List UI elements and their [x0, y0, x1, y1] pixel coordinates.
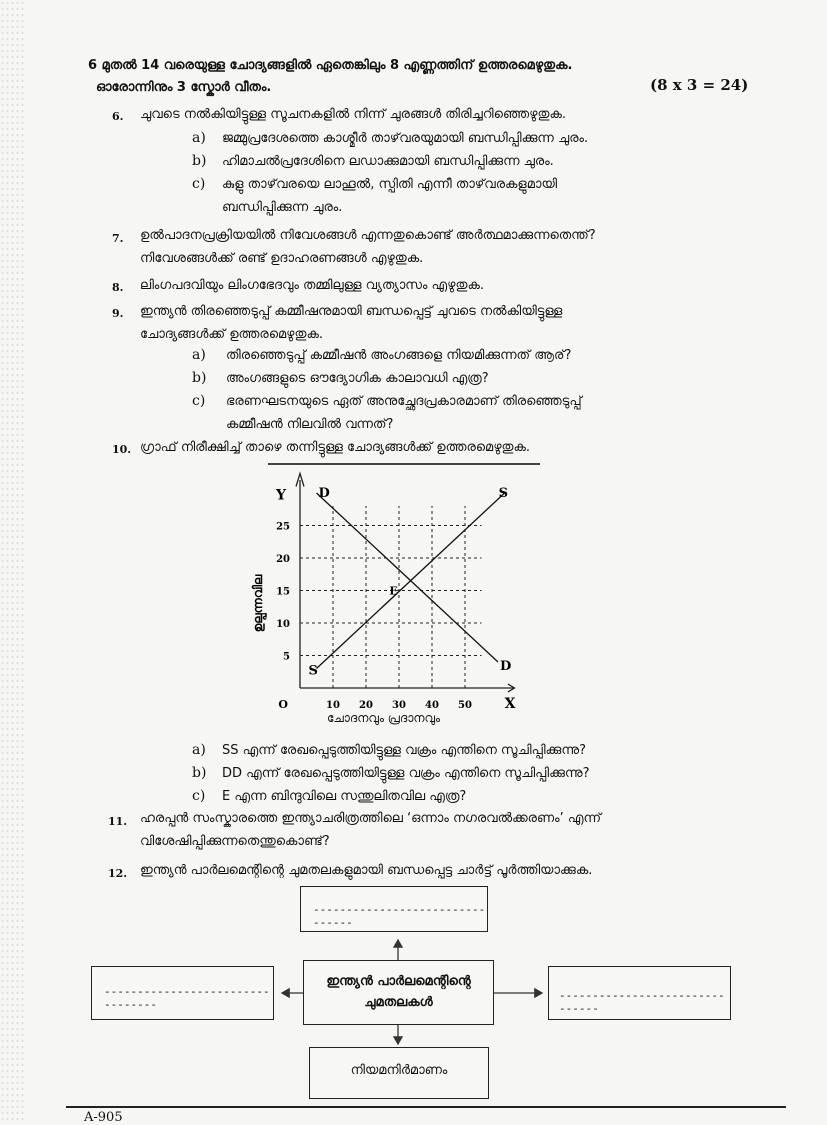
question-number: 7. [112, 232, 124, 245]
sub-question-label: a) [192, 742, 206, 758]
x-axis-letter: X [504, 696, 516, 712]
flowchart-center-title: ഇന്ത്യൻ പാർലമെന്റിന്റെ ചുമതലകൾ [326, 974, 471, 1010]
flowchart-blank-box-left[interactable] [91, 966, 274, 1020]
sub-question-text: DD എന്ന് രേഖപ്പെടുത്തിയിട്ടുള്ള വക്രം എന്തിനെ സൂചിപ്പിക്കുന്നു? [222, 766, 590, 781]
y-tick-label: 25 [276, 521, 290, 533]
question-text: ഗ്രാഫ് നിരീക്ഷിച്ച് താഴെ തന്നിട്ടുള്ള ചോദ്യങ്ങൾക്ക് ഉത്തരമെഴുതുക. [140, 440, 531, 455]
sub-question-label: c) [192, 788, 206, 804]
blank-line: --------------------------------- [104, 985, 270, 1011]
x-tick-label: 20 [359, 700, 373, 711]
question-text: ചുവടെ നൽകിയിട്ടുള്ള സൂചനകളിൽ നിന്ന് ചുരങ്ങൾ തിരിച്ചറിഞ്ഞെഴുതുക. [140, 107, 566, 122]
instruction-line-1: 6 മുതൽ 14 വരെയുള്ള ചോദ്യങ്ങളിൽ ഏതെങ്കിലും 8 എണ്ണത്തിന് ഉത്തരമെഴുതുക. [88, 58, 573, 73]
question-number: 10. [112, 443, 132, 456]
y-tick-label: 5 [283, 651, 290, 663]
blank-line: -------------------------------- [313, 903, 486, 929]
sub-question-label: b) [192, 765, 207, 781]
y-axis-letter: Y [276, 487, 286, 504]
blank-line: ------------------------------- [559, 989, 725, 1015]
question-text: ഇന്ത്യൻ പാർലമെന്റിന്റെ ചുമതലകളുമായി ബന്ധപ്പെട്ട ചാർട്ട് പൂർത്തിയാക്കുക. [140, 863, 593, 878]
sub-question-text: E എന്ന ബിന്ദുവിലെ സന്തുലിതവില എത്ര? [222, 789, 467, 804]
question-number: 12. [108, 867, 128, 880]
x-tick-label: 30 [392, 700, 406, 711]
question-number: 9. [112, 307, 124, 320]
question-text: ഉൽപാദനപ്രക്രിയയിൽ നിവേശങ്ങൾ എന്നതുകൊണ്ട് അർത്ഥമാക്കുന്നതെന്ത്? [140, 228, 596, 243]
question-text: ഹരപ്പൻ സംസ്കാരത്തെ ഇന്ത്യാചരിത്രത്തിലെ ‘ഒന്നാം നഗരവൽക്കരണം’ എന്ന് [140, 811, 602, 826]
origin-label: O [278, 698, 288, 711]
flowchart-blank-box-top[interactable] [300, 886, 488, 932]
question-number: 11. [108, 815, 128, 828]
y-tick-label: 20 [276, 554, 290, 565]
question-text: ചോദ്യങ്ങൾക്ക് ഉത്തരമെഴുതുക. [140, 327, 323, 342]
marks-allocation: (8 x 3 = 24) [650, 76, 749, 94]
question-text: ലിംഗപദവിയും ലിംഗഭേദവും തമ്മിലുള്ള വ്യത്യാസം എഴുതുക. [140, 278, 484, 293]
sub-question-text: അംഗങ്ങളുടെ ഔദ്യോഗിക കാലാവധി എത്ര? [226, 371, 489, 386]
flowchart-bottom-label: നിയമനിർമാണം [350, 1063, 448, 1078]
x-tick-label: 10 [326, 700, 340, 711]
footer-rule [66, 1106, 786, 1108]
question-number: 8. [112, 281, 124, 294]
sub-question-text: ബന്ധിപ്പിക്കുന്ന ചുരം. [222, 200, 343, 215]
flowchart-bottom-box [309, 1047, 489, 1099]
sub-question-label: b) [192, 153, 207, 169]
sub-question-text: ജമ്മുപ്രദേശത്തെ കാശ്മീർ താഴ്‌വരയുമായി ബന്ധിപ്പിക്കുന്ന ചുരം. [222, 131, 589, 146]
question-number: 6. [112, 110, 124, 123]
sub-question-text: ഹിമാചൽപ്രദേശിനെ ലഡാക്കുമായി ബന്ധിപ്പിക്കുന്ന ചുരം. [222, 154, 554, 169]
sub-question-label: a) [192, 347, 206, 363]
paper-code: A-905 [84, 1110, 123, 1125]
x-tick-label: 50 [458, 700, 472, 711]
sub-question-text: തിരഞ്ഞെടുപ്പ് കമ്മീഷൻ അംഗങ്ങളെ നിയമിക്കുന്നത് ആര്? [226, 348, 572, 363]
supply-label-start: S [308, 663, 318, 679]
demand-label-start: D [318, 486, 330, 501]
supply-label-end: S [498, 486, 508, 501]
chart-y-axis-label: ഉല്പന്നവില [251, 574, 265, 633]
flowchart-center-box [303, 960, 494, 1025]
sub-question-text: കമ്മീഷൻ നിലവിൽ വന്നത്? [226, 417, 394, 432]
y-tick-label: 10 [276, 619, 290, 630]
instruction-line-2: ഓരോന്നിനും 3 സ്കോർ വീതം. [96, 80, 272, 95]
sub-question-label: c) [192, 393, 206, 409]
flowchart-blank-box-right[interactable] [548, 966, 731, 1020]
sub-question-label: b) [192, 370, 207, 386]
demand-label-end: D [500, 659, 512, 674]
sub-question-text: SS എന്ന് രേഖപ്പെടുത്തിയിട്ടുള്ള വക്രം എന്തിനെ സൂചിപ്പിക്കുന്നു? [222, 743, 586, 758]
question-text: വിശേഷിപ്പിക്കുന്നതെന്തുകൊണ്ട്? [140, 834, 330, 849]
sub-question-text: കുളു താഴ്‌വരയെ ലാഹൂൽ, സ്പിതി എന്നീ താഴ്‌വരകളുമായി [222, 177, 558, 192]
chart-x-axis-label: ചോദനവും പ്രദാനവും [327, 711, 441, 725]
question-text: നിവേശങ്ങൾക്ക് രണ്ട് ഉദാഹരണങ്ങൾ എഴുതുക. [140, 251, 424, 266]
x-tick-label: 40 [425, 700, 439, 711]
sub-question-text: ഭരണഘടനയുടെ ഏത് അനുച്ഛേദപ്രകാരമാണ് തിരഞ്ഞെടുപ്പ് [226, 394, 582, 409]
y-tick-label: 15 [276, 586, 290, 598]
question-text: ഇന്ത്യൻ തിരഞ്ഞെടുപ്പ് കമ്മീഷനുമായി ബന്ധപ്പെട്ട് ചുവടെ നൽകിയിട്ടുള്ള [140, 304, 563, 319]
sub-question-label: c) [192, 176, 206, 192]
sub-question-label: a) [192, 130, 206, 146]
equilibrium-point-label: E [389, 584, 398, 598]
